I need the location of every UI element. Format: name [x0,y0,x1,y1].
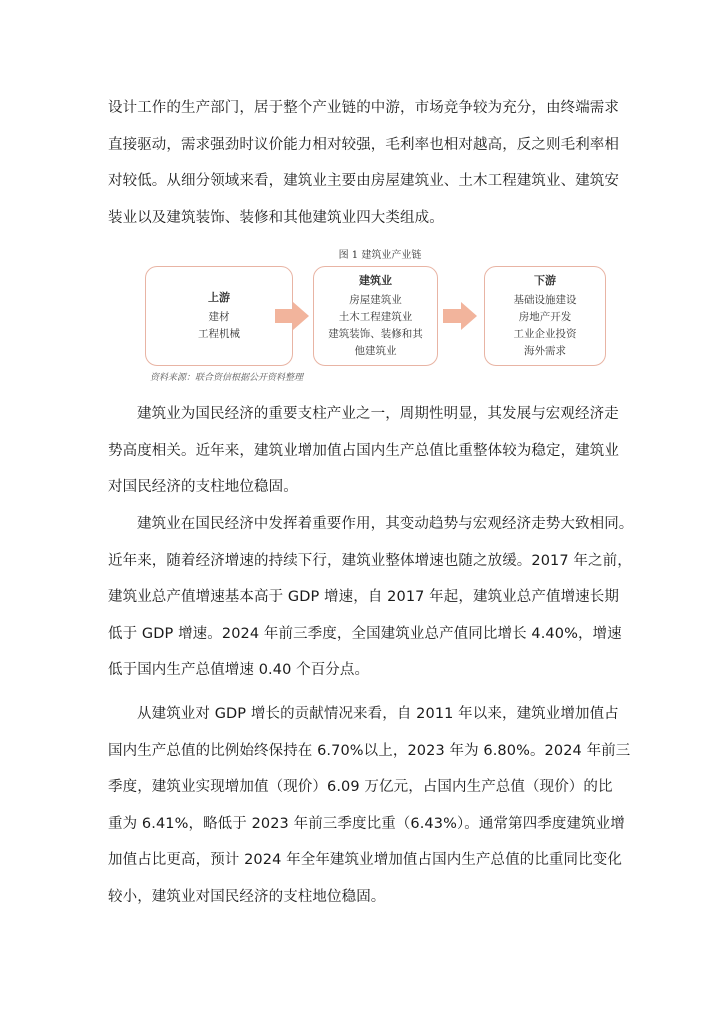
text-line: 建筑业为国民经济的重要支柱产业之一，周期性明显，其发展与宏观经济走 [137,406,619,422]
middle-box [313,266,438,366]
figure-title: 图 1 建筑业产业链 [338,250,422,261]
arrow-right-icon [443,302,477,330]
text-line: 直接驱动，需求强劲时议价能力相对较强，毛利率也相对越高，反之则毛利率相 [108,136,619,153]
text-line: 建筑业在国民经济中发挥着重要作用，其变动趋势与宏观经济走势大致相同。 [137,516,634,532]
downstream-box [484,266,606,366]
downstream-item: 房地产开发 [518,311,572,323]
text-line: 装业以及建筑装饰、装修和其他建筑业四大类组成。 [108,209,444,226]
paragraph-3 [108,506,634,689]
text-line: 低于国内生产总值增速 0.40 个百分点。 [108,662,370,678]
text-line: 近年来，随着经济增速的持续下行，建筑业整体增速也随之放缓。2017 年之前， [108,552,632,569]
figure-source: 资料来源：联合资信根据公开资料整理 [150,373,304,383]
downstream-item: 海外需求 [524,345,566,357]
text-line: 从建筑业对 GDP 增长的贡献情况来看，自 2011 年以来，建筑业增加值占 [137,706,619,722]
downstream-title: 下游 [534,274,556,287]
downstream-item: 工业企业投资 [513,328,577,340]
upstream-title: 上游 [208,291,230,304]
text-line: 势高度相关。近年来，建筑业增加值占国内生产总值比重整体较为稳定，建筑业 [108,442,619,459]
middle-item: 房屋建筑业 [349,294,402,306]
paragraph-4 [108,696,631,915]
upstream-item: 建材 [208,311,230,323]
text-line: 对国民经济的支柱地位稳固。 [108,479,298,495]
arrow-right-icon [275,302,309,330]
upstream-box [145,266,293,366]
downstream-item: 基础设施建设 [513,294,577,306]
middle-item: 他建筑业 [354,345,397,357]
paragraph-2 [108,396,628,506]
text-line: 国内生产总值的比例始终保持在 6.70%以上，2023 年为 6.80%。2024 年前三 [108,742,631,759]
middle-item: 建筑装饰、装修和其 [328,328,423,340]
text-line: 加值占比更高，预计 2024 年全年建筑业增加值占国内生产总值的比重同比变化 [108,852,622,868]
text-line: 建筑业总产值增速基本高于 GDP 增速，自 2017 年起，建筑业总产值增速长期 [108,589,619,605]
text-line: 低于 GDP 增速。2024 年前三季度，全国建筑业总产值同比增长 4.40%，增速 [108,625,622,642]
text-line: 设计工作的生产部门，居于整个产业链的中游，市场竞争较为充分，由终端需求 [108,100,619,116]
middle-item: 土木工程建筑业 [338,311,413,323]
text-line: 季度，建筑业实现增加值（现价）6.09 万亿元，占国内生产总值（现价）的比 [108,779,613,795]
upstream-item: 工程机械 [198,328,240,340]
middle-title: 建筑业 [359,274,392,287]
text-line: 较小，建筑业对国民经济的支柱地位稳固。 [108,888,386,905]
text-line: 重为 6.41%，略低于 2023 年前三季度比重（6.43%）。通常第四季度建筑业增 [108,815,625,832]
text-line: 对较低。从细分领域来看，建筑业主要由房屋建筑业、土木工程建筑业、建筑安 [108,173,619,189]
paragraph-1 [108,90,628,236]
